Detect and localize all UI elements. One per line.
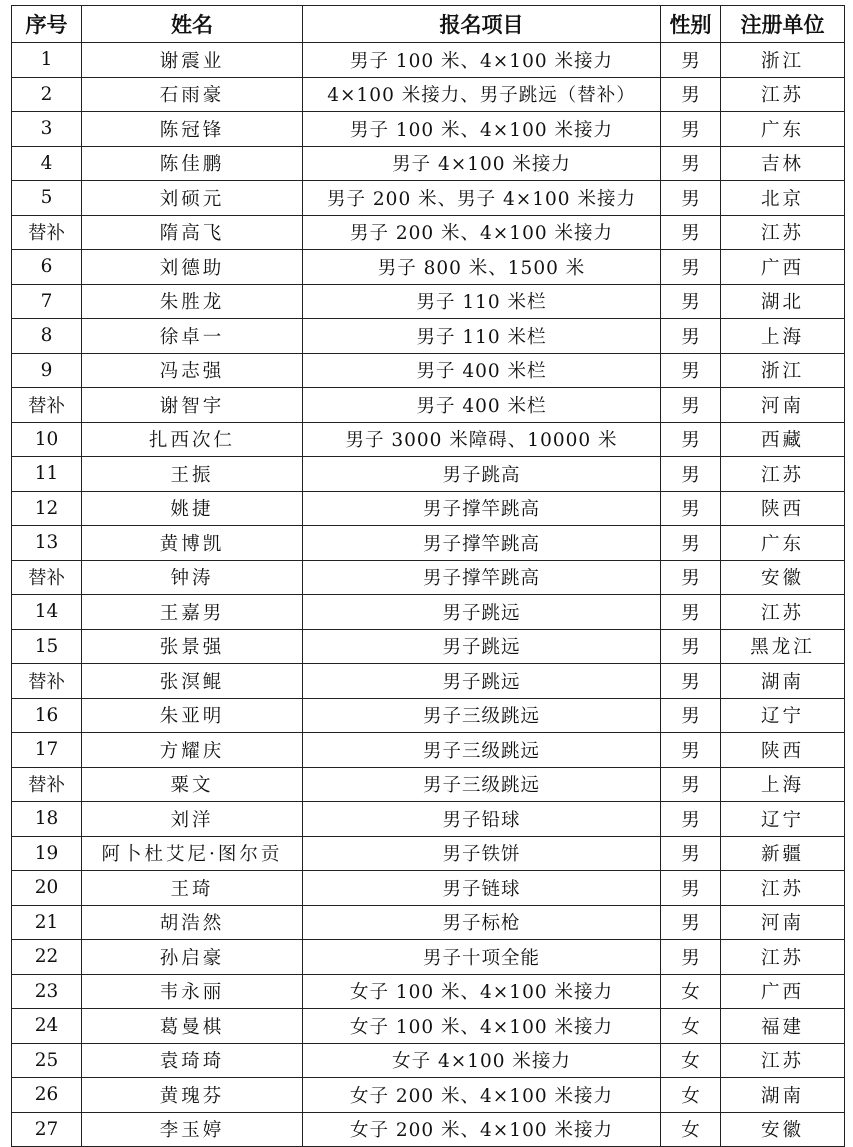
cell-event: 女子 200 米、4×100 米接力 bbox=[303, 1112, 661, 1147]
cell-event: 男子十项全能 bbox=[303, 940, 661, 975]
cell-name: 石雨豪 bbox=[82, 77, 303, 112]
cell-gender: 男 bbox=[661, 871, 721, 906]
cell-event: 男子 400 米栏 bbox=[303, 388, 661, 423]
cell-name: 钟涛 bbox=[82, 560, 303, 595]
table-row bbox=[12, 560, 845, 595]
cell-unit: 江苏 bbox=[721, 940, 845, 975]
cell-index: 10 bbox=[12, 422, 82, 457]
cell-gender: 女 bbox=[661, 1043, 721, 1078]
cell-event: 男子标枪 bbox=[303, 905, 661, 940]
table-row bbox=[12, 1043, 845, 1078]
table-row bbox=[12, 1078, 845, 1113]
cell-gender: 女 bbox=[661, 974, 721, 1009]
table-row bbox=[12, 284, 845, 319]
cell-unit: 辽宁 bbox=[721, 698, 845, 733]
cell-event: 男子链球 bbox=[303, 871, 661, 906]
cell-name: 冯志强 bbox=[82, 353, 303, 388]
table-row bbox=[12, 974, 845, 1009]
cell-event: 男子跳远 bbox=[303, 595, 661, 630]
header-unit: 注册单位 bbox=[721, 6, 845, 43]
cell-unit: 江苏 bbox=[721, 215, 845, 250]
cell-name: 袁琦琦 bbox=[82, 1043, 303, 1078]
cell-event: 男子 200 米、男子 4×100 米接力 bbox=[303, 181, 661, 216]
cell-unit: 上海 bbox=[721, 319, 845, 354]
cell-name: 谢智宇 bbox=[82, 388, 303, 423]
cell-index: 27 bbox=[12, 1112, 82, 1147]
cell-gender: 男 bbox=[661, 698, 721, 733]
cell-name: 张溟鲲 bbox=[82, 664, 303, 699]
table-row bbox=[12, 664, 845, 699]
table-row bbox=[12, 905, 845, 940]
cell-index: 3 bbox=[12, 112, 82, 147]
cell-gender: 男 bbox=[661, 836, 721, 871]
cell-gender: 女 bbox=[661, 1078, 721, 1113]
cell-event: 男子三级跳远 bbox=[303, 698, 661, 733]
cell-gender: 男 bbox=[661, 43, 721, 78]
table-row bbox=[12, 1112, 845, 1147]
cell-unit: 上海 bbox=[721, 767, 845, 802]
cell-event: 男子铁饼 bbox=[303, 836, 661, 871]
cell-gender: 男 bbox=[661, 905, 721, 940]
cell-index: 17 bbox=[12, 733, 82, 768]
cell-event: 男子撑竿跳高 bbox=[303, 491, 661, 526]
cell-index: 替补 bbox=[12, 767, 82, 802]
cell-unit: 江苏 bbox=[721, 77, 845, 112]
cell-name: 刘硕元 bbox=[82, 181, 303, 216]
cell-gender: 男 bbox=[661, 664, 721, 699]
cell-index: 13 bbox=[12, 526, 82, 561]
cell-name: 胡浩然 bbox=[82, 905, 303, 940]
cell-name: 张景强 bbox=[82, 629, 303, 664]
cell-index: 替补 bbox=[12, 215, 82, 250]
cell-name: 韦永丽 bbox=[82, 974, 303, 1009]
cell-name: 朱亚明 bbox=[82, 698, 303, 733]
cell-index: 8 bbox=[12, 319, 82, 354]
cell-index: 19 bbox=[12, 836, 82, 871]
cell-name: 陈冠锋 bbox=[82, 112, 303, 147]
table-row bbox=[12, 491, 845, 526]
cell-gender: 男 bbox=[661, 595, 721, 630]
table-row bbox=[12, 353, 845, 388]
table-row bbox=[12, 457, 845, 492]
cell-unit: 江苏 bbox=[721, 595, 845, 630]
header-row bbox=[12, 6, 845, 43]
athlete-roster-table bbox=[11, 5, 845, 1147]
cell-index: 替补 bbox=[12, 388, 82, 423]
table-header bbox=[12, 6, 845, 43]
cell-unit: 新疆 bbox=[721, 836, 845, 871]
table-row bbox=[12, 698, 845, 733]
cell-event: 男子 110 米栏 bbox=[303, 319, 661, 354]
cell-unit: 湖南 bbox=[721, 664, 845, 699]
cell-name: 陈佳鹏 bbox=[82, 146, 303, 181]
table-row bbox=[12, 733, 845, 768]
cell-gender: 男 bbox=[661, 319, 721, 354]
cell-event: 女子 100 米、4×100 米接力 bbox=[303, 1009, 661, 1044]
cell-name: 朱胜龙 bbox=[82, 284, 303, 319]
table-row bbox=[12, 77, 845, 112]
cell-gender: 男 bbox=[661, 940, 721, 975]
cell-event: 男子 800 米、1500 米 bbox=[303, 250, 661, 285]
table-row bbox=[12, 319, 845, 354]
table-row bbox=[12, 146, 845, 181]
table-row bbox=[12, 871, 845, 906]
cell-gender: 男 bbox=[661, 802, 721, 837]
cell-unit: 湖南 bbox=[721, 1078, 845, 1113]
cell-unit: 江苏 bbox=[721, 871, 845, 906]
cell-name: 徐卓一 bbox=[82, 319, 303, 354]
cell-unit: 陕西 bbox=[721, 733, 845, 768]
cell-name: 葛曼棋 bbox=[82, 1009, 303, 1044]
cell-gender: 男 bbox=[661, 181, 721, 216]
cell-unit: 河南 bbox=[721, 905, 845, 940]
cell-name: 刘洋 bbox=[82, 802, 303, 837]
cell-index: 25 bbox=[12, 1043, 82, 1078]
cell-gender: 男 bbox=[661, 767, 721, 802]
table-row bbox=[12, 802, 845, 837]
cell-index: 2 bbox=[12, 77, 82, 112]
table-row bbox=[12, 215, 845, 250]
cell-unit: 江苏 bbox=[721, 457, 845, 492]
cell-gender: 男 bbox=[661, 491, 721, 526]
cell-gender: 男 bbox=[661, 284, 721, 319]
cell-index: 26 bbox=[12, 1078, 82, 1113]
cell-index: 12 bbox=[12, 491, 82, 526]
cell-event: 男子 100 米、4×100 米接力 bbox=[303, 43, 661, 78]
cell-gender: 男 bbox=[661, 457, 721, 492]
cell-name: 王嘉男 bbox=[82, 595, 303, 630]
cell-gender: 男 bbox=[661, 146, 721, 181]
header-name: 姓名 bbox=[82, 6, 303, 43]
table-row bbox=[12, 112, 845, 147]
cell-event: 男子 100 米、4×100 米接力 bbox=[303, 112, 661, 147]
header-index: 序号 bbox=[12, 6, 82, 43]
cell-event: 男子 110 米栏 bbox=[303, 284, 661, 319]
cell-name: 李玉婷 bbox=[82, 1112, 303, 1147]
cell-index: 18 bbox=[12, 802, 82, 837]
cell-event: 男子撑竿跳高 bbox=[303, 526, 661, 561]
cell-event: 男子 4×100 米接力 bbox=[303, 146, 661, 181]
cell-index: 6 bbox=[12, 250, 82, 285]
cell-index: 21 bbox=[12, 905, 82, 940]
cell-index: 14 bbox=[12, 595, 82, 630]
cell-index: 24 bbox=[12, 1009, 82, 1044]
cell-event: 男子 200 米、4×100 米接力 bbox=[303, 215, 661, 250]
table-row bbox=[12, 629, 845, 664]
table-row bbox=[12, 388, 845, 423]
header-gender: 性别 bbox=[661, 6, 721, 43]
cell-event: 4×100 米接力、男子跳远（替补） bbox=[303, 77, 661, 112]
cell-event: 男子跳高 bbox=[303, 457, 661, 492]
cell-event: 女子 200 米、4×100 米接力 bbox=[303, 1078, 661, 1113]
table-row bbox=[12, 836, 845, 871]
cell-event: 女子 100 米、4×100 米接力 bbox=[303, 974, 661, 1009]
cell-name: 方耀庆 bbox=[82, 733, 303, 768]
cell-name: 刘德助 bbox=[82, 250, 303, 285]
cell-name: 粟文 bbox=[82, 767, 303, 802]
cell-unit: 福建 bbox=[721, 1009, 845, 1044]
cell-gender: 男 bbox=[661, 215, 721, 250]
cell-unit: 安徽 bbox=[721, 560, 845, 595]
cell-unit: 江苏 bbox=[721, 1043, 845, 1078]
cell-index: 15 bbox=[12, 629, 82, 664]
table-row bbox=[12, 181, 845, 216]
cell-name: 扎西次仁 bbox=[82, 422, 303, 457]
cell-unit: 陕西 bbox=[721, 491, 845, 526]
cell-index: 23 bbox=[12, 974, 82, 1009]
cell-name: 黄瑰芬 bbox=[82, 1078, 303, 1113]
cell-name: 黄博凯 bbox=[82, 526, 303, 561]
table-row bbox=[12, 422, 845, 457]
cell-unit: 湖北 bbox=[721, 284, 845, 319]
cell-gender: 男 bbox=[661, 250, 721, 285]
cell-unit: 广东 bbox=[721, 112, 845, 147]
cell-gender: 男 bbox=[661, 526, 721, 561]
cell-unit: 河南 bbox=[721, 388, 845, 423]
cell-event: 男子铅球 bbox=[303, 802, 661, 837]
cell-index: 7 bbox=[12, 284, 82, 319]
cell-gender: 男 bbox=[661, 560, 721, 595]
cell-gender: 男 bbox=[661, 388, 721, 423]
cell-name: 姚捷 bbox=[82, 491, 303, 526]
cell-unit: 广东 bbox=[721, 526, 845, 561]
cell-name: 阿卜杜艾尼·图尔贡 bbox=[82, 836, 303, 871]
table-row bbox=[12, 43, 845, 78]
cell-index: 5 bbox=[12, 181, 82, 216]
cell-event: 男子 3000 米障碍、10000 米 bbox=[303, 422, 661, 457]
cell-gender: 男 bbox=[661, 733, 721, 768]
table-row bbox=[12, 595, 845, 630]
cell-name: 孙启豪 bbox=[82, 940, 303, 975]
cell-index: 9 bbox=[12, 353, 82, 388]
cell-unit: 黑龙江 bbox=[721, 629, 845, 664]
cell-gender: 男 bbox=[661, 112, 721, 147]
cell-index: 1 bbox=[12, 43, 82, 78]
cell-unit: 北京 bbox=[721, 181, 845, 216]
table-row bbox=[12, 1009, 845, 1044]
table-row bbox=[12, 526, 845, 561]
cell-unit: 浙江 bbox=[721, 43, 845, 78]
cell-gender: 男 bbox=[661, 629, 721, 664]
cell-index: 22 bbox=[12, 940, 82, 975]
cell-unit: 安徽 bbox=[721, 1112, 845, 1147]
cell-gender: 男 bbox=[661, 422, 721, 457]
table-row bbox=[12, 940, 845, 975]
cell-gender: 男 bbox=[661, 353, 721, 388]
cell-event: 男子跳远 bbox=[303, 664, 661, 699]
cell-unit: 辽宁 bbox=[721, 802, 845, 837]
cell-index: 4 bbox=[12, 146, 82, 181]
cell-index: 替补 bbox=[12, 664, 82, 699]
cell-name: 王琦 bbox=[82, 871, 303, 906]
cell-unit: 西藏 bbox=[721, 422, 845, 457]
table-row bbox=[12, 250, 845, 285]
cell-gender: 女 bbox=[661, 1112, 721, 1147]
cell-unit: 吉林 bbox=[721, 146, 845, 181]
cell-index: 16 bbox=[12, 698, 82, 733]
cell-index: 替补 bbox=[12, 560, 82, 595]
cell-index: 20 bbox=[12, 871, 82, 906]
cell-name: 王振 bbox=[82, 457, 303, 492]
cell-unit: 广西 bbox=[721, 250, 845, 285]
table-row bbox=[12, 767, 845, 802]
cell-unit: 浙江 bbox=[721, 353, 845, 388]
table-body bbox=[12, 43, 845, 1147]
cell-index: 11 bbox=[12, 457, 82, 492]
cell-gender: 女 bbox=[661, 1009, 721, 1044]
cell-event: 男子三级跳远 bbox=[303, 767, 661, 802]
cell-event: 男子 400 米栏 bbox=[303, 353, 661, 388]
cell-name: 隋高飞 bbox=[82, 215, 303, 250]
cell-event: 女子 4×100 米接力 bbox=[303, 1043, 661, 1078]
cell-name: 谢震业 bbox=[82, 43, 303, 78]
cell-gender: 男 bbox=[661, 77, 721, 112]
cell-event: 男子三级跳远 bbox=[303, 733, 661, 768]
cell-event: 男子撑竿跳高 bbox=[303, 560, 661, 595]
cell-event: 男子跳远 bbox=[303, 629, 661, 664]
cell-unit: 广西 bbox=[721, 974, 845, 1009]
header-event: 报名项目 bbox=[303, 6, 661, 43]
